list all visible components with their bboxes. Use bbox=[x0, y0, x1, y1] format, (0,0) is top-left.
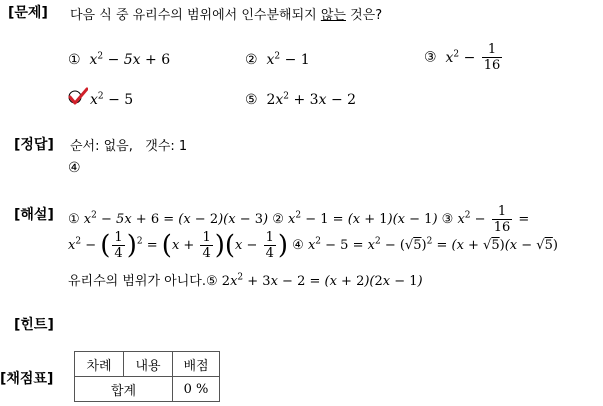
answer-count: 갯수: 1 bbox=[145, 139, 188, 154]
score-table-total-row bbox=[75, 377, 220, 402]
score-table-header-row bbox=[75, 352, 220, 377]
choice-5-expression: $2x^2 + 3x - 2$ bbox=[266, 91, 357, 108]
exp-choice-3: ③ bbox=[441, 212, 454, 227]
check-icon bbox=[68, 86, 88, 106]
grading-label: [채점표] bbox=[0, 371, 54, 387]
choice-1[interactable] bbox=[68, 52, 170, 68]
choice-3-number: ③ bbox=[424, 49, 437, 66]
answer-label: [정답] bbox=[14, 137, 54, 153]
score-table bbox=[74, 351, 220, 402]
problem-label: [문제] bbox=[8, 5, 48, 21]
choice-5-number: ⑤ bbox=[245, 92, 258, 108]
hint-label: [힌트] bbox=[14, 317, 54, 333]
choice-2-expression: $x^2 - 1$ bbox=[266, 51, 310, 68]
explanation-label: [해설] bbox=[14, 207, 54, 223]
choice-1-expression: $x^2 - 5x + 6$ bbox=[89, 51, 171, 68]
score-total-value: 0 % bbox=[173, 377, 220, 402]
question-text bbox=[70, 4, 382, 23]
exp-choice-2: ② bbox=[272, 212, 284, 227]
answer-value: ④ bbox=[68, 160, 81, 176]
score-header-content: 내용 bbox=[124, 352, 173, 377]
answer-meta bbox=[70, 135, 187, 154]
explanation-line-2: $x^2$ − ( $\frac{1}{4}$ )$^2$ = (x + $\frac{1}{4}$ )(x − $\frac{1}{4}$ ) ④ $x^2 - 5 = x^2 - (√5)^2 = (x + √5)(x - √5)$ bbox=[68, 230, 558, 261]
exp-choice-4: ④ bbox=[292, 238, 304, 253]
score-total-label: 합계 bbox=[75, 377, 173, 402]
question-after: 것은? bbox=[345, 8, 383, 23]
choice-2[interactable] bbox=[245, 52, 310, 68]
choice-4[interactable] bbox=[90, 92, 133, 108]
exp-tail-text: 유리수의 범위가 아니다. bbox=[68, 274, 206, 289]
explanation-line-3: 유리수의 범위가 아니다.⑤ $2x^2 + 3x - 2 = (x + 2)(2x - 1)$ bbox=[68, 272, 423, 289]
question-before: 다음 식 중 유리수의 범위에서 인수분해되지 bbox=[70, 8, 321, 23]
explanation-line-1: ① $x^2 - 5x + 6 = (x - 2)(x - 3)$ ② $x^2 - 1 = (x + 1)(x - 1)$ ③ $x^2$ − $\frac{1}{16}$ = bbox=[68, 204, 530, 235]
choice-4-expression: $x^2 - 5$ bbox=[90, 91, 134, 108]
choice-2-number: ② bbox=[245, 52, 258, 68]
choice-5[interactable] bbox=[245, 92, 356, 108]
choice-3[interactable] bbox=[424, 42, 504, 73]
exp-choice-1: ① bbox=[68, 212, 80, 227]
score-header-order: 차례 bbox=[75, 352, 124, 377]
choice-1-number: ① bbox=[68, 52, 81, 68]
exp-choice-5: ⑤ bbox=[205, 274, 218, 289]
choice-3-expression: $x^2$ − $\frac{1}{16}$ bbox=[445, 42, 501, 73]
score-header-points: 배점 bbox=[173, 352, 220, 377]
answer-order: 순서: 없음, bbox=[70, 139, 133, 154]
question-underlined: 않는 bbox=[320, 8, 346, 23]
